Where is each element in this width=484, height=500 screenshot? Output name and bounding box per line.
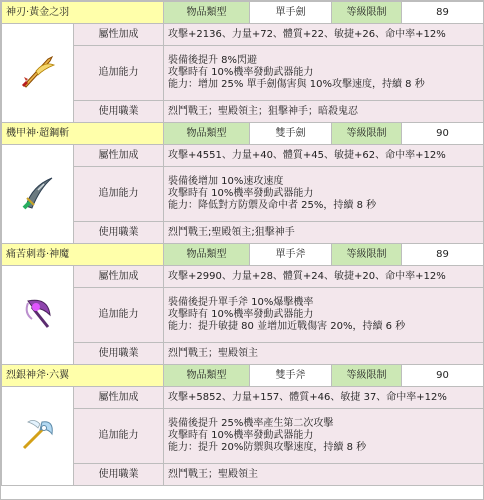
extra-row — [2, 288, 484, 343]
job-label: 使用職業 — [74, 343, 164, 365]
item-extra — [164, 167, 484, 222]
item-extra — [164, 46, 484, 101]
extra-label: 追加能力 — [74, 167, 164, 222]
level-label: 等級限制 — [332, 123, 402, 145]
job-label: 使用職業 — [74, 464, 164, 486]
attr-row — [2, 145, 484, 167]
item-job: 烈鬥戰王；聖殿領主 — [164, 464, 484, 486]
item-job: 烈鬥戰王;聖殿領主;狙擊神手 — [164, 222, 484, 244]
item-type: 單手斧 — [250, 244, 332, 266]
item-type: 雙手斧 — [250, 365, 332, 387]
item-extra — [164, 288, 484, 343]
type-label: 物品類型 — [164, 365, 250, 387]
item-name: 機甲神‧超鋼斬 — [2, 123, 164, 145]
attr-label: 屬性加成 — [74, 24, 164, 46]
item-image-cell — [2, 145, 74, 244]
extra-line: 攻擊時有 10%機率發動武器能力 — [168, 430, 314, 441]
item-job: 烈鬥戰王；聖殿領主；狙擊神手；暗殺鬼忍 — [164, 101, 484, 123]
job-label: 使用職業 — [74, 101, 164, 123]
job-row — [2, 343, 484, 365]
item-level: 89 — [402, 2, 484, 24]
attr-label: 屬性加成 — [74, 266, 164, 288]
item-attr: 攻擊+2136、力量+72、體質+22、敏捷+26、命中率+12% — [164, 24, 484, 46]
item-header-row — [2, 123, 484, 145]
item-attr: 攻擊+2990、力量+28、體質+24、敏捷+20、命中率+12% — [164, 266, 484, 288]
item-name: 痛苦刺毒‧神魔 — [2, 244, 164, 266]
extra-label: 追加能力 — [74, 409, 164, 464]
item-level: 90 — [402, 365, 484, 387]
item-header-row — [2, 2, 484, 24]
item-image-cell — [2, 24, 74, 123]
extra-label: 追加能力 — [74, 288, 164, 343]
extra-line: 裝備後提升 8%閃避 — [168, 55, 258, 66]
type-label: 物品類型 — [164, 123, 250, 145]
item-extra — [164, 409, 484, 464]
item-level: 89 — [402, 244, 484, 266]
item-job: 烈鬥戰王；聖殿領主 — [164, 343, 484, 365]
extra-line: 能力：提升敏捷 80 並增加近戰傷害 20%，持續 6 秒 — [168, 321, 406, 332]
item-type: 雙手劍 — [250, 123, 332, 145]
weapon-table — [1, 1, 484, 486]
extra-row — [2, 167, 484, 222]
job-row — [2, 222, 484, 244]
extra-line: 裝備後提升單手斧 10%爆擊機率 — [168, 297, 314, 308]
attr-label: 屬性加成 — [74, 387, 164, 409]
job-row — [2, 464, 484, 486]
extra-line: 攻擊時有 10%機率發動武器能力 — [168, 188, 314, 199]
item-image-cell — [2, 387, 74, 486]
extra-line: 裝備後增加 10%速攻速度 — [168, 176, 284, 187]
type-label: 物品類型 — [164, 244, 250, 266]
attr-label: 屬性加成 — [74, 145, 164, 167]
item-header-row — [2, 244, 484, 266]
job-label: 使用職業 — [74, 222, 164, 244]
silver-winged-axe-icon — [18, 414, 58, 454]
item-name: 烈銀神斧‧六翼 — [2, 365, 164, 387]
item-attr: 攻擊+4551、力量+40、體質+45、敏捷+62、命中率+12% — [164, 145, 484, 167]
golden-feather-sword-icon — [18, 51, 58, 91]
extra-line: 攻擊時有 10%機率發動武器能力 — [168, 309, 314, 320]
attr-row — [2, 266, 484, 288]
attr-row — [2, 24, 484, 46]
type-label: 物品類型 — [164, 2, 250, 24]
purple-axe-icon — [18, 293, 58, 333]
item-attr: 攻擊+5852、力量+157、體質+46、敏捷 37、命中率+12% — [164, 387, 484, 409]
level-label: 等級限制 — [332, 365, 402, 387]
extra-row — [2, 409, 484, 464]
item-level: 90 — [402, 123, 484, 145]
level-label: 等級限制 — [332, 244, 402, 266]
item-image-cell — [2, 266, 74, 365]
level-label: 等級限制 — [332, 2, 402, 24]
steel-greatsword-icon — [18, 172, 58, 212]
extra-line: 能力：降低對方防禦及命中者 25%，持續 8 秒 — [168, 200, 377, 211]
item-type: 單手劍 — [250, 2, 332, 24]
extra-row — [2, 46, 484, 101]
attr-row — [2, 387, 484, 409]
extra-label: 追加能力 — [74, 46, 164, 101]
job-row — [2, 101, 484, 123]
extra-line: 裝備後提升 25%機率產生第二次攻擊 — [168, 418, 334, 429]
extra-line: 攻擊時有 10%機率發動武器能力 — [168, 67, 314, 78]
extra-line: 能力：提升 20%防禦與攻擊速度，持續 8 秒 — [168, 442, 367, 453]
extra-line: 能力：增加 25% 單手劍傷害與 10%攻擊速度，持續 8 秒 — [168, 79, 425, 90]
item-name: 神刃‧黃金之羽 — [2, 2, 164, 24]
item-header-row — [2, 365, 484, 387]
